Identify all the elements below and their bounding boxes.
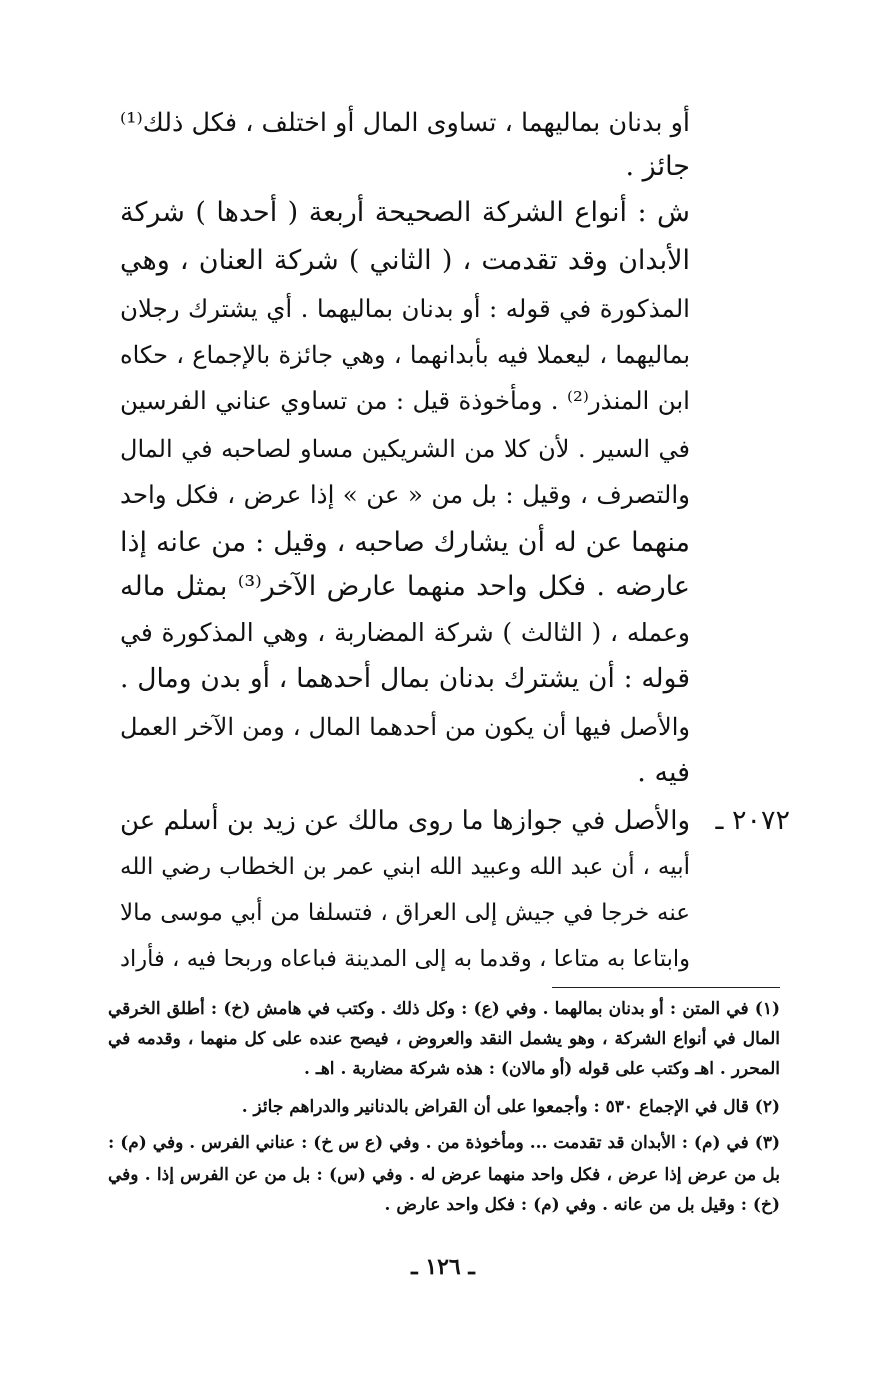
footnote-separator (552, 987, 780, 988)
text-line: والأصل فيها أن يكون من أحدهما المال ، ومن الآخر العمل (120, 713, 690, 741)
footnote-line: (١) في المتن : أو بدنان بمالهما . وفي (ع) : وكل ذلك . وكتب في هامش (خ) : أطلق الخرقي (108, 999, 780, 1019)
footnote-line: المحرر . اهـ وكتب على قوله (أو مالان) : هذه شركة مضاربة . اهـ . (304, 1059, 780, 1079)
page-number: ـ ١٢٦ ـ (411, 1254, 475, 1280)
text-line: جائز . (625, 151, 690, 182)
text-line: أو بدنان بماليهما ، تساوى المال أو اختلف ، فكل ذلك⁽¹⁾ (120, 108, 690, 138)
footnote-line: (خ) : وقيل بل من عانه . وفي (م) : فكل واحد عارض . (384, 1195, 780, 1215)
text-line: وابتاعا به متاعا ، وقدما به إلى المدينة فباعاه وربحا فيه ، فأراد (120, 946, 690, 972)
text-line: بماليهما ، ليعملا فيه بأبدانهما ، وهي جائزة بالإجماع ، حكاه (120, 341, 690, 369)
text-line: أبيه ، أن عبد الله وعبيد الله ابني عمر بن الخطاب رضي الله (120, 854, 690, 880)
text-line: في السير . لأن كلا من الشريكين مساو لصاحبه في المال (120, 435, 690, 463)
text-line: عنه خرجا في جيش إلى العراق ، فتسلفا من أبي موسى مالا (120, 900, 690, 926)
text-line: المذكورة في قوله : أو بدنان بماليهما . أي يشترك رجلان (120, 294, 690, 323)
footnote-line: (٣) في (م) : الأبدان قد تقدمت ... ومأخوذة من . وفي (ع س خ) : عناني الفرس . وفي (م) : (108, 1133, 780, 1153)
footnote-line: المال في أنواع الشركة ، وهو يشمل النقد والعروض ، فيصح عنده على كل منهما ، وقدمه في (108, 1029, 780, 1049)
text-line: عارضه . فكل واحد منهما عارض الآخر⁽³⁾ بمثل ماله (120, 571, 690, 602)
text-line: ابن المنذر⁽²⁾ . ومأخوذة قيل : من تساوي عناني الفرسين (120, 386, 690, 415)
text-line: قوله : أن يشترك بدنان بمال أحدهما ، أو بدن ومال . (120, 663, 690, 694)
text-line: والأصل في جوازها ما روى مالك عن زيد بن أسلم عن (120, 806, 690, 836)
footnote-line: (٢) قال في الإجماع ٥٣٠ : وأجمعوا على أن القراض بالدنانير والدراهم جائز . (241, 1097, 780, 1117)
text-line: فيه . (637, 757, 690, 788)
text-line: منهما عن له أن يشارك صاحبه ، وقيل : من عانه إذا (120, 527, 690, 558)
footnote-line: بل من عرض إذا عرض ، فكل واحد منهما عرض له . وفي (س) : بل من عن الفرس إذا . وفي (108, 1165, 780, 1185)
text-line: ش : أنواع الشركة الصحيحة أربعة ( أحدها ) شركة (120, 197, 690, 228)
entry-number: ٢٠٧٢ ـ (715, 805, 790, 836)
text-line: وعمله ، ( الثالث ) شركة المضاربة ، وهي المذكورة في (120, 618, 690, 647)
text-line: الأبدان وقد تقدمت ، ( الثاني ) شركة العنان ، وهي (120, 245, 690, 276)
text-line: والتصرف ، وقيل : بل من « عن » إذا عرض ، فكل واحد (120, 480, 690, 509)
